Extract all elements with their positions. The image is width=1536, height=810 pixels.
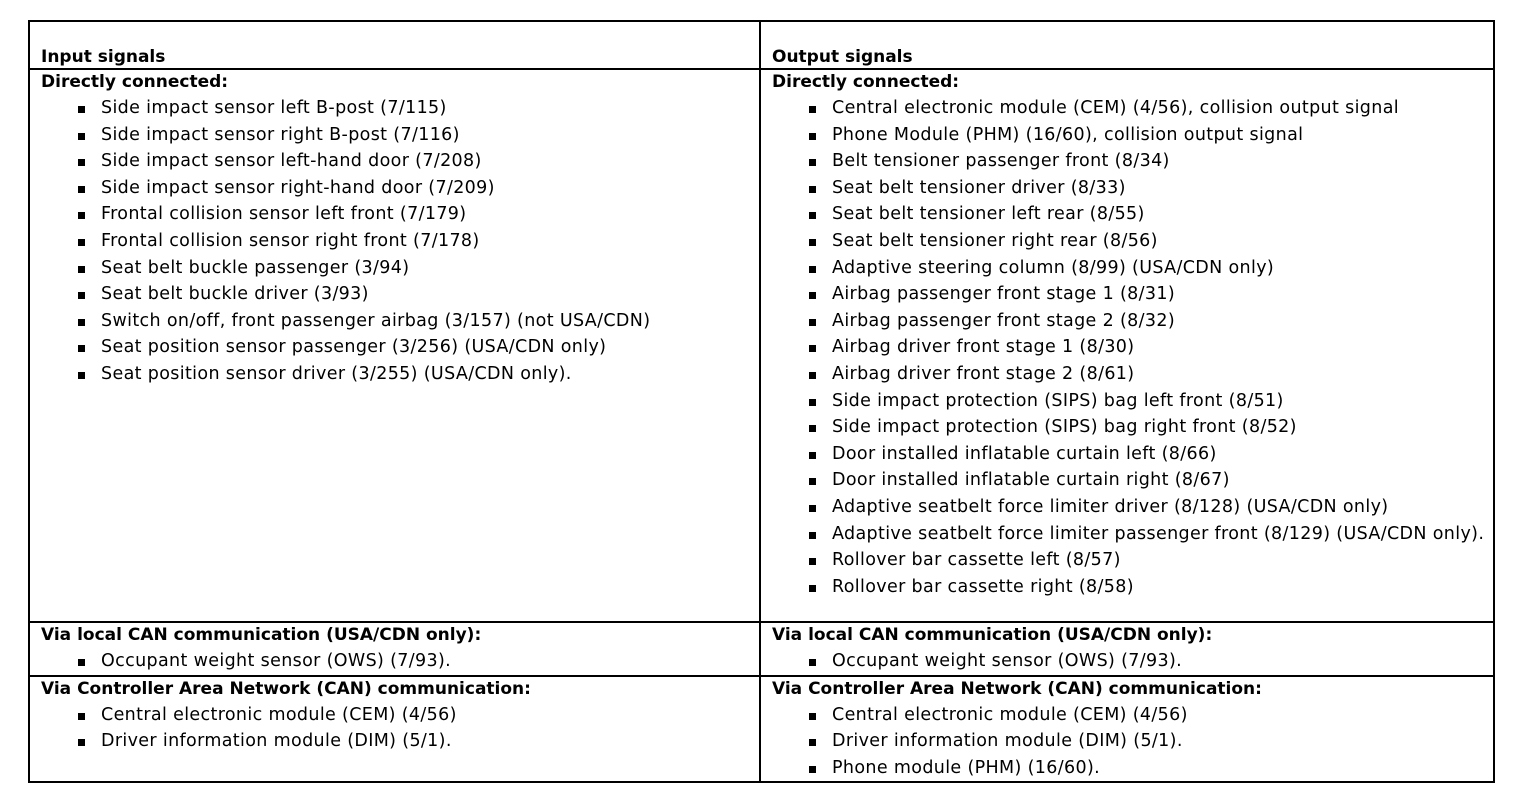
square-bullet-icon (809, 292, 816, 299)
list-item-text: Occupant weight sensor (OWS) (7/93). (101, 651, 452, 671)
list-item-text: Central electronic module (CEM) (4/56) (832, 704, 1188, 725)
list-item (73, 702, 759, 729)
input-local-can-cell (29, 622, 760, 676)
square-bullet-icon (809, 345, 816, 352)
list-item (804, 361, 1493, 388)
list-item-text: Side impact protection (SIPS) bag left front (8/51) (832, 390, 1284, 411)
list-item (73, 281, 759, 308)
input-local-can-list (41, 648, 759, 675)
square-bullet-icon (809, 585, 816, 592)
input-can-heading: Via Controller Area Network (CAN) communication: (41, 678, 531, 699)
list-item-text: Occupant weight sensor (OWS) (7/93). (832, 651, 1183, 671)
square-bullet-icon (809, 505, 816, 512)
list-item-text: Seat position sensor passenger (3/256) (USA/CDN only) (101, 337, 607, 358)
list-item-text: Driver information module (DIM) (5/1). (832, 731, 1183, 752)
output-local-can-list (772, 648, 1493, 675)
square-bullet-icon (809, 319, 816, 326)
list-item-text: Airbag passenger front stage 1 (8/31) (832, 284, 1176, 305)
square-bullet-icon (809, 532, 816, 539)
list-item (804, 702, 1493, 729)
list-item-text: Airbag driver front stage 1 (8/30) (832, 337, 1135, 358)
square-bullet-icon (809, 558, 816, 565)
square-bullet-icon (78, 659, 85, 666)
list-item (804, 308, 1493, 335)
square-bullet-icon (809, 266, 816, 273)
list-item (804, 122, 1493, 149)
square-bullet-icon (809, 739, 816, 746)
list-item (804, 494, 1493, 521)
list-item-text: Side impact sensor right B-post (7/116) (101, 124, 460, 145)
list-item (73, 201, 759, 228)
list-item (73, 148, 759, 175)
list-item-text: Central electronic module (CEM) (4/56), collision output signal (832, 98, 1399, 118)
square-bullet-icon (809, 159, 816, 166)
signals-table (28, 20, 1495, 783)
list-item-text: Adaptive steering column (8/99) (USA/CDN only) (832, 257, 1275, 278)
list-item (73, 122, 759, 149)
square-bullet-icon (809, 659, 816, 666)
list-item (804, 467, 1493, 494)
list-item (804, 334, 1493, 361)
square-bullet-icon (78, 212, 85, 219)
square-bullet-icon (809, 106, 816, 113)
list-item-text: Door installed inflatable curtain right (8/67) (832, 470, 1230, 491)
list-item-text: Phone module (PHM) (16/60). (832, 757, 1101, 778)
square-bullet-icon (809, 713, 816, 720)
list-item-text: Central electronic module (CEM) (4/56) (101, 704, 457, 725)
list-item (804, 574, 1493, 601)
input-direct-heading: Directly connected: (41, 72, 229, 92)
list-item (73, 228, 759, 255)
list-item (804, 388, 1493, 415)
square-bullet-icon (809, 478, 816, 485)
list-item (804, 755, 1493, 782)
list-item (804, 441, 1493, 468)
square-bullet-icon (78, 159, 85, 166)
list-item (73, 334, 759, 361)
square-bullet-icon (78, 345, 85, 352)
list-item (73, 175, 759, 202)
list-item-text: Seat belt tensioner driver (8/33) (832, 177, 1126, 198)
list-item-text: Seat belt buckle driver (3/93) (101, 284, 369, 305)
list-item-text: Phone Module (PHM) (16/60), collision output signal (832, 124, 1304, 145)
output-local-can-cell (760, 622, 1494, 676)
list-item (804, 281, 1493, 308)
list-item (804, 648, 1493, 675)
square-bullet-icon (78, 186, 85, 193)
list-item-text: Side impact sensor left B-post (7/115) (101, 98, 447, 118)
list-item (804, 148, 1493, 175)
square-bullet-icon (78, 713, 85, 720)
list-item (804, 175, 1493, 202)
output-local-can-heading: Via local CAN communication (USA/CDN only): (772, 625, 1213, 645)
list-item-text: Adaptive seatbelt force limiter driver (8/128) (USA/CDN only) (832, 496, 1389, 517)
list-item-text: Seat belt tensioner right rear (8/56) (832, 230, 1158, 251)
can-communication-row (29, 676, 1494, 783)
list-item-text: Side impact protection (SIPS) bag right front (8/52) (832, 417, 1297, 438)
list-item-text: Airbag driver front stage 2 (8/61) (832, 363, 1135, 384)
list-item (73, 95, 759, 122)
list-item-text: Switch on/off, front passenger airbag (3/157) (not USA/CDN) (101, 310, 651, 331)
local-can-row (29, 622, 1494, 676)
input-signals-header: Input signals (29, 21, 760, 69)
list-item-text: Rollover bar cassette right (8/58) (832, 576, 1134, 597)
list-item-text: Belt tensioner passenger front (8/34) (832, 151, 1170, 172)
input-direct-list (41, 95, 759, 388)
input-can-cell (29, 676, 760, 783)
output-direct-heading: Directly connected: (772, 72, 960, 92)
list-item (804, 95, 1493, 122)
output-can-list (772, 702, 1493, 782)
square-bullet-icon (78, 292, 85, 299)
input-can-list (41, 702, 759, 755)
list-item-text: Adaptive seatbelt force limiter passenger front (8/129) (USA/CDN only). (832, 523, 1485, 544)
list-item-text: Door installed inflatable curtain left (8/66) (832, 443, 1217, 464)
output-can-heading: Via Controller Area Network (CAN) communication: (772, 678, 1262, 699)
list-item (804, 255, 1493, 282)
square-bullet-icon (809, 766, 816, 773)
list-item-text: Airbag passenger front stage 2 (8/32) (832, 310, 1176, 331)
list-item (804, 201, 1493, 228)
list-item (804, 228, 1493, 255)
square-bullet-icon (809, 372, 816, 379)
square-bullet-icon (809, 133, 816, 140)
square-bullet-icon (78, 106, 85, 113)
input-local-can-heading: Via local CAN communication (USA/CDN only): (41, 625, 482, 645)
list-item (804, 728, 1493, 755)
header-row (29, 21, 1494, 69)
list-item-text: Frontal collision sensor left front (7/179) (101, 204, 467, 225)
list-item-text: Frontal collision sensor right front (7/178) (101, 230, 480, 251)
square-bullet-icon (78, 239, 85, 246)
output-signals-header: Output signals (760, 21, 1494, 69)
list-item-text: Seat belt tensioner left rear (8/55) (832, 204, 1145, 225)
square-bullet-icon (78, 372, 85, 379)
directly-connected-row (29, 69, 1494, 622)
list-item-text: Side impact sensor left-hand door (7/208) (101, 151, 482, 172)
square-bullet-icon (78, 133, 85, 140)
input-direct-cell (29, 69, 760, 622)
square-bullet-icon (809, 186, 816, 193)
square-bullet-icon (809, 212, 816, 219)
output-direct-list (772, 95, 1493, 600)
list-item (73, 648, 759, 675)
list-item-text: Seat position sensor driver (3/255) (USA/CDN only). (101, 363, 572, 384)
list-item-text: Side impact sensor right-hand door (7/209) (101, 177, 495, 198)
square-bullet-icon (78, 266, 85, 273)
list-item (73, 308, 759, 335)
list-item-text: Rollover bar cassette left (8/57) (832, 550, 1121, 571)
list-item (73, 361, 759, 388)
square-bullet-icon (809, 239, 816, 246)
square-bullet-icon (809, 425, 816, 432)
square-bullet-icon (809, 452, 816, 459)
square-bullet-icon (78, 739, 85, 746)
square-bullet-icon (809, 399, 816, 406)
square-bullet-icon (78, 319, 85, 326)
list-item-text: Driver information module (DIM) (5/1). (101, 731, 452, 752)
output-can-cell (760, 676, 1494, 783)
list-item (804, 547, 1493, 574)
list-item (73, 728, 759, 755)
output-direct-cell (760, 69, 1494, 622)
list-item (804, 521, 1493, 548)
list-item-text: Seat belt buckle passenger (3/94) (101, 257, 410, 278)
list-item (73, 255, 759, 282)
list-item (804, 414, 1493, 441)
